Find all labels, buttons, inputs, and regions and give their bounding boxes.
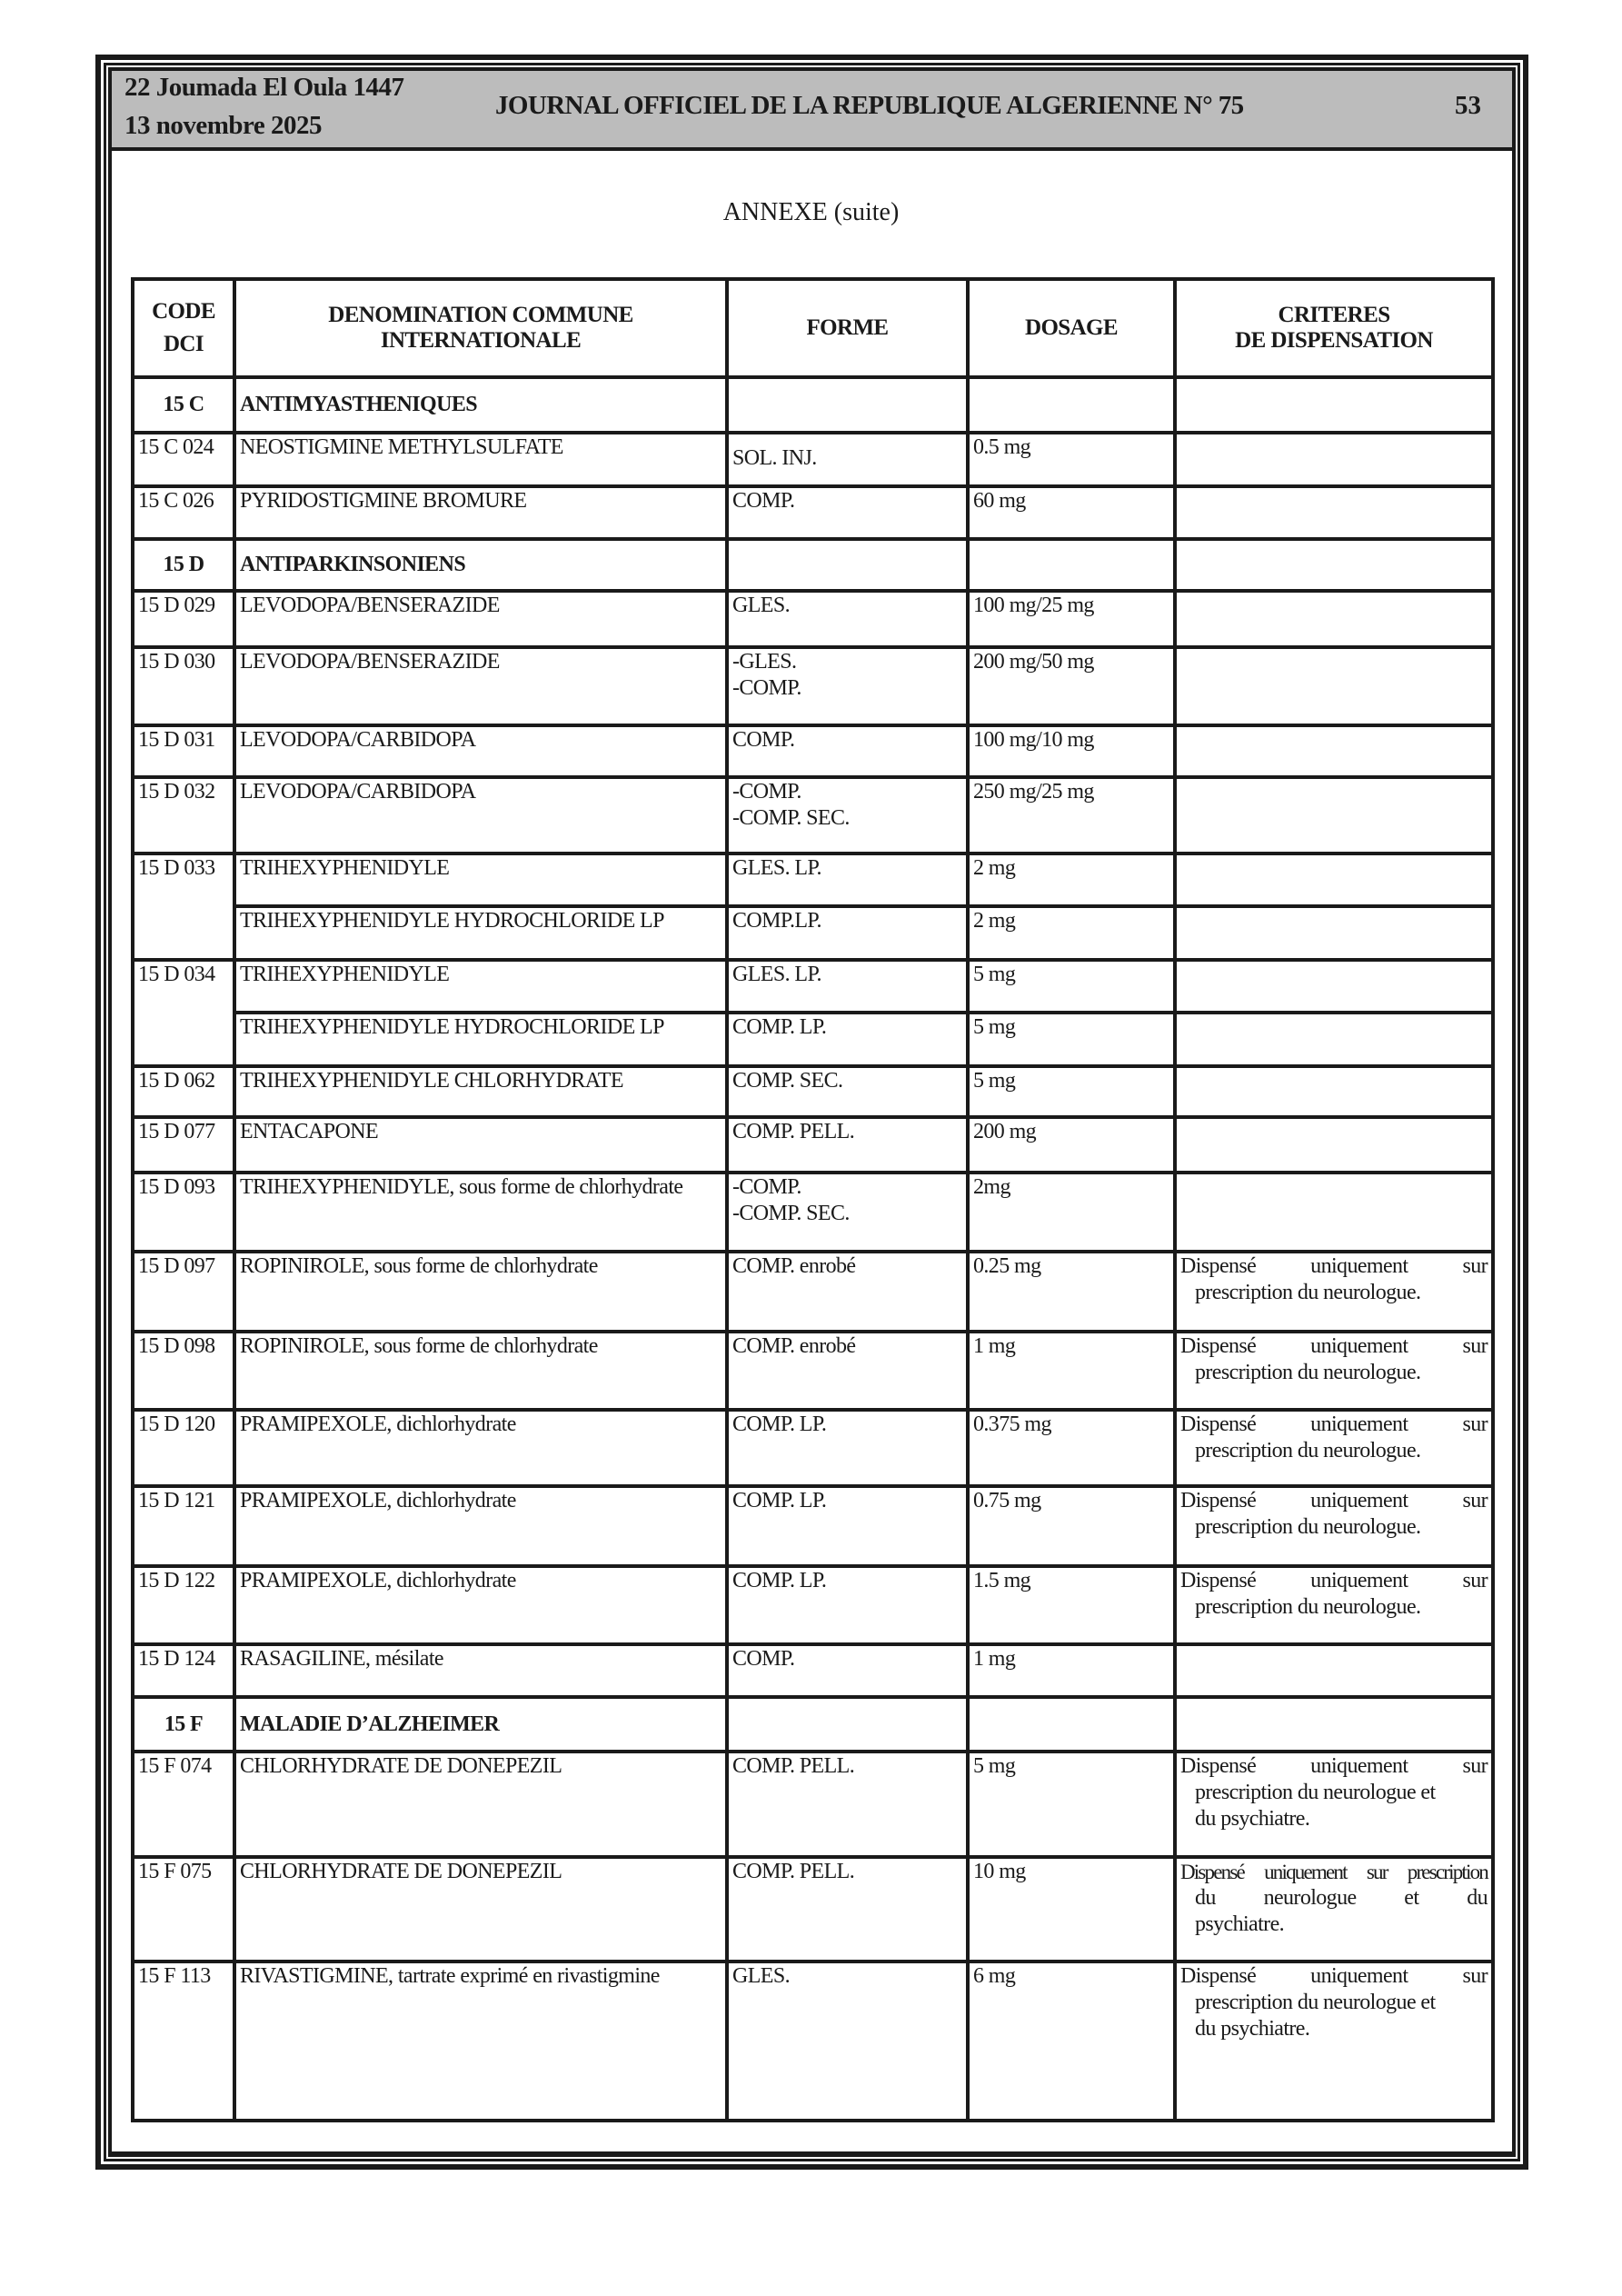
- criteres-line: prescription du neurologue et: [1195, 1781, 1436, 1804]
- table-row: [133, 1644, 1493, 1697]
- dosage-cell: 2 mg: [968, 854, 1175, 906]
- forme-cell: [727, 647, 968, 725]
- criteres-cell: [1175, 647, 1493, 725]
- table-row: [133, 960, 1493, 1013]
- dosage-cell: 100 mg/10 mg: [968, 725, 1175, 777]
- forme-cell: COMP. enrobé: [727, 1332, 968, 1410]
- dosage-cell: 0.375 mg: [968, 1410, 1175, 1486]
- column-header-criteres: [1175, 279, 1493, 377]
- section-name: MALADIE D’ALZHEIMER: [234, 1697, 727, 1752]
- empty-cell: [968, 377, 1175, 433]
- table-row: [133, 647, 1493, 725]
- table-row: [133, 1332, 1493, 1410]
- criteres-cell: [1175, 1117, 1493, 1173]
- header-text: CODE: [152, 299, 215, 324]
- table-row: [133, 1173, 1493, 1252]
- table-row: [133, 1752, 1493, 1857]
- column-header-code: [133, 279, 234, 377]
- dosage-cell: 0.75 mg: [968, 1486, 1175, 1566]
- section-row: [133, 539, 1493, 591]
- criteres-cell: [1175, 854, 1493, 906]
- table-row: [133, 1013, 1493, 1066]
- forme-cell: COMP. PELL.: [727, 1117, 968, 1173]
- header-text: CRITERES: [1278, 303, 1390, 327]
- criteres-line: prescription du neurologue.: [1195, 1361, 1421, 1384]
- code-cell: 15 D 122: [133, 1566, 234, 1644]
- forme-cell: COMP. LP.: [727, 1013, 968, 1066]
- criteres-line: Dispensé uniquement sur: [1180, 1489, 1488, 1512]
- name-cell: RIVASTIGMINE, tartrate exprimé en rivastigmine: [234, 1962, 727, 2121]
- medication-table: [131, 277, 1495, 2122]
- code-cell: 15 F 075: [133, 1857, 234, 1962]
- journal-header: [112, 71, 1512, 151]
- table-row: [133, 1486, 1493, 1566]
- column-header-forme: FORME: [727, 279, 968, 377]
- name-cell: PYRIDOSTIGMINE BROMURE: [234, 486, 727, 539]
- dosage-cell: 5 mg: [968, 1013, 1175, 1066]
- criteres-cell: [1175, 777, 1493, 854]
- criteres-line: Dispensé uniquement sur: [1180, 1413, 1488, 1436]
- code-cell: 15 D 093: [133, 1173, 234, 1252]
- forme-line: -GLES.: [732, 650, 797, 674]
- table-row: [133, 1566, 1493, 1644]
- dosage-cell: 10 mg: [968, 1857, 1175, 1962]
- section-code: 15 D: [133, 539, 234, 591]
- forme-line: -COMP.: [732, 1175, 801, 1199]
- criteres-line: du psychiatre.: [1195, 2017, 1310, 2041]
- code-cell: 15 C 024: [133, 433, 234, 486]
- forme-cell: COMP. PELL.: [727, 1752, 968, 1857]
- forme-cell: COMP. LP.: [727, 1410, 968, 1486]
- forme-cell: COMP. SEC.: [727, 1066, 968, 1117]
- code-cell: 15 D 032: [133, 777, 234, 854]
- dosage-cell: 5 mg: [968, 960, 1175, 1013]
- dosage-cell: 5 mg: [968, 1752, 1175, 1857]
- criteres-cell: [1175, 725, 1493, 777]
- code-cell: 15 D 029: [133, 591, 234, 647]
- code-cell: 15 D 124: [133, 1644, 234, 1697]
- forme-cell: GLES.: [727, 591, 968, 647]
- column-header-dosage: DOSAGE: [968, 279, 1175, 377]
- section-row: [133, 377, 1493, 433]
- criteres-cell: [1175, 1566, 1493, 1644]
- name-cell: LEVODOPA/BENSERAZIDE: [234, 647, 727, 725]
- dosage-cell: 1 mg: [968, 1332, 1175, 1410]
- forme-cell: COMP.LP.: [727, 906, 968, 960]
- forme-cell: [727, 1173, 968, 1252]
- criteres-cell: [1175, 1962, 1493, 2121]
- table-row: [133, 854, 1493, 906]
- name-cell: ROPINIROLE, sous forme de chlorhydrate: [234, 1252, 727, 1332]
- name-cell: LEVODOPA/CARBIDOPA: [234, 725, 727, 777]
- criteres-cell: [1175, 960, 1493, 1013]
- name-cell: TRIHEXYPHENIDYLE HYDROCHLORIDE LP: [234, 1013, 727, 1066]
- empty-cell: [1175, 1697, 1493, 1752]
- empty-cell: [727, 377, 968, 433]
- dosage-cell: 2 mg: [968, 906, 1175, 960]
- forme-line: -COMP.: [732, 780, 801, 804]
- table-row: [133, 1410, 1493, 1486]
- criteres-line: Dispensé uniquement sur: [1180, 1964, 1488, 1988]
- table-row: [133, 906, 1493, 960]
- forme-cell: COMP.: [727, 1644, 968, 1697]
- criteres-cell: [1175, 1252, 1493, 1332]
- table-header-row: [133, 279, 1493, 377]
- annex-title: ANNEXE (suite): [722, 198, 900, 226]
- hijri-date: 22 Joumada El Oula 1447: [124, 73, 404, 102]
- criteres-line: prescription du neurologue.: [1195, 1515, 1421, 1539]
- code-cell: 15 D 077: [133, 1117, 234, 1173]
- criteres-cell: [1175, 486, 1493, 539]
- table-row: [133, 486, 1493, 539]
- criteres-cell: [1175, 1486, 1493, 1566]
- section-row: [133, 1697, 1493, 1752]
- forme-cell: COMP.: [727, 486, 968, 539]
- name-cell: PRAMIPEXOLE, dichlorhydrate: [234, 1566, 727, 1644]
- criteres-line: prescription du neurologue.: [1195, 1281, 1421, 1304]
- code-cell: 15 D 098: [133, 1332, 234, 1410]
- forme-cell: COMP. LP.: [727, 1486, 968, 1566]
- name-cell: TRIHEXYPHENIDYLE, sous forme de chlorhydrate: [234, 1173, 727, 1252]
- header-text: DCI: [163, 332, 204, 356]
- name-cell: CHLORHYDRATE DE DONEPEZIL: [234, 1857, 727, 1962]
- dosage-cell: 1.5 mg: [968, 1566, 1175, 1644]
- table-row: [133, 777, 1493, 854]
- code-cell: 15 D 031: [133, 725, 234, 777]
- criteres-line: du psychiatre.: [1195, 1807, 1310, 1831]
- forme-cell: SOL. INJ.: [727, 433, 968, 486]
- table-row: [133, 1066, 1493, 1117]
- dosage-cell: 1 mg: [968, 1644, 1175, 1697]
- dosage-cell: 100 mg/25 mg: [968, 591, 1175, 647]
- header-text: DENOMINATION COMMUNE: [328, 303, 633, 327]
- criteres-cell: [1175, 1752, 1493, 1857]
- code-cell: 15 D 121: [133, 1486, 234, 1566]
- criteres-line: Dispensé uniquement sur: [1180, 1754, 1488, 1778]
- table-row: [133, 1252, 1493, 1332]
- dosage-cell: 0.25 mg: [968, 1252, 1175, 1332]
- dosage-cell: 5 mg: [968, 1066, 1175, 1117]
- forme-cell: [727, 777, 968, 854]
- table-row: [133, 725, 1493, 777]
- forme-line: -COMP. SEC.: [732, 806, 850, 830]
- dosage-cell: 250 mg/25 mg: [968, 777, 1175, 854]
- criteres-cell: [1175, 1332, 1493, 1410]
- section-code: 15 C: [133, 377, 234, 433]
- empty-cell: [968, 1697, 1175, 1752]
- code-cell: 15 D 030: [133, 647, 234, 725]
- criteres-cell: [1175, 906, 1493, 960]
- journal-title: JOURNAL OFFICIEL DE LA REPUBLIQUE ALGERIENNE N° 75: [495, 91, 1244, 120]
- name-cell: TRIHEXYPHENIDYLE HYDROCHLORIDE LP: [234, 906, 727, 960]
- page-number: 53: [1455, 91, 1481, 120]
- section-code: 15 F: [133, 1697, 234, 1752]
- code-cell: 15 D 097: [133, 1252, 234, 1332]
- name-cell: TRIHEXYPHENIDYLE: [234, 960, 727, 1013]
- table-row: [133, 591, 1493, 647]
- name-cell: PRAMIPEXOLE, dichlorhydrate: [234, 1410, 727, 1486]
- code-cell: 15 D 120: [133, 1410, 234, 1486]
- table-row: [133, 1857, 1493, 1962]
- name-cell: TRIHEXYPHENIDYLE CHLORHYDRATE: [234, 1066, 727, 1117]
- table-row: [133, 1962, 1493, 2121]
- criteres-cell: [1175, 1410, 1493, 1486]
- criteres-cell: [1175, 1013, 1493, 1066]
- name-cell: TRIHEXYPHENIDYLE: [234, 854, 727, 906]
- criteres-cell: [1175, 1066, 1493, 1117]
- name-cell: LEVODOPA/BENSERAZIDE: [234, 591, 727, 647]
- empty-cell: [968, 539, 1175, 591]
- dosage-cell: 60 mg: [968, 486, 1175, 539]
- dosage-cell: 0.5 mg: [968, 433, 1175, 486]
- forme-cell: GLES. LP.: [727, 960, 968, 1013]
- forme-cell: GLES. LP.: [727, 854, 968, 906]
- name-cell: ROPINIROLE, sous forme de chlorhydrate: [234, 1332, 727, 1410]
- name-cell: CHLORHYDRATE DE DONEPEZIL: [234, 1752, 727, 1857]
- name-cell: RASAGILINE, mésilate: [234, 1644, 727, 1697]
- empty-cell: [727, 539, 968, 591]
- empty-cell: [727, 1697, 968, 1752]
- name-cell: LEVODOPA/CARBIDOPA: [234, 777, 727, 854]
- name-cell: PRAMIPEXOLE, dichlorhydrate: [234, 1486, 727, 1566]
- dosage-cell: 6 mg: [968, 1962, 1175, 2121]
- forme-cell: COMP.: [727, 725, 968, 777]
- criteres-line: Dispensé uniquement sur prescription: [1180, 1861, 1488, 1883]
- code-cell: 15 D 062: [133, 1066, 234, 1117]
- dosage-cell: 200 mg/50 mg: [968, 647, 1175, 725]
- criteres-cell: [1175, 591, 1493, 647]
- section-name: ANTIMYASTHENIQUES: [234, 377, 727, 433]
- criteres-line: Dispensé uniquement sur: [1180, 1569, 1488, 1592]
- table-row: [133, 1117, 1493, 1173]
- criteres-line: Dispensé uniquement sur: [1180, 1254, 1488, 1278]
- gregorian-date: 13 novembre 2025: [124, 111, 323, 140]
- criteres-cell: [1175, 1644, 1493, 1697]
- column-header-denomination: [234, 279, 727, 377]
- name-cell: ENTACAPONE: [234, 1117, 727, 1173]
- table-row: [133, 433, 1493, 486]
- code-cell: 15 D 033: [133, 854, 234, 960]
- code-cell: 15 D 034: [133, 960, 234, 1066]
- header-text: INTERNATIONALE: [380, 328, 582, 353]
- forme-line: -COMP.: [732, 676, 801, 700]
- code-cell: 15 F 074: [133, 1752, 234, 1857]
- criteres-line: psychiatre.: [1195, 1912, 1285, 1936]
- dosage-cell: 2mg: [968, 1173, 1175, 1252]
- criteres-cell: [1175, 1857, 1493, 1962]
- code-cell: 15 F 113: [133, 1962, 234, 2121]
- forme-cell: COMP. enrobé: [727, 1252, 968, 1332]
- criteres-line: du neurologue et du: [1195, 1886, 1488, 1910]
- header-text: DE DISPENSATION: [1235, 328, 1433, 353]
- forme-line: -COMP. SEC.: [732, 1202, 850, 1225]
- criteres-line: prescription du neurologue.: [1195, 1595, 1421, 1619]
- forme-cell: COMP. PELL.: [727, 1857, 968, 1962]
- criteres-line: prescription du neurologue.: [1195, 1439, 1421, 1462]
- criteres-cell: [1175, 1173, 1493, 1252]
- forme-cell: GLES.: [727, 1962, 968, 2121]
- criteres-line: Dispensé uniquement sur: [1180, 1334, 1488, 1358]
- forme-cell: COMP. LP.: [727, 1566, 968, 1644]
- empty-cell: [1175, 539, 1493, 591]
- name-cell: NEOSTIGMINE METHYLSULFATE: [234, 433, 727, 486]
- section-name: ANTIPARKINSONIENS: [234, 539, 727, 591]
- dosage-cell: 200 mg: [968, 1117, 1175, 1173]
- code-cell: 15 C 026: [133, 486, 234, 539]
- criteres-cell: [1175, 433, 1493, 486]
- empty-cell: [1175, 377, 1493, 433]
- criteres-line: prescription du neurologue et: [1195, 1991, 1436, 2014]
